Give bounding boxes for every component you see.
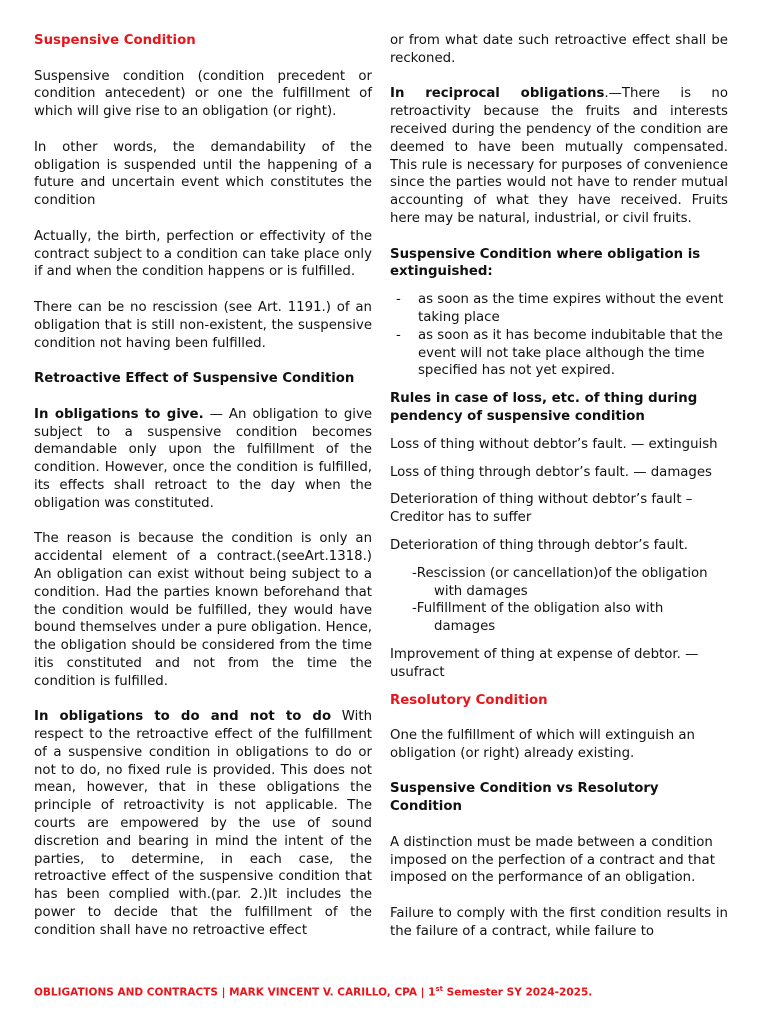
heading-suspensive-condition: Suspensive Condition bbox=[34, 33, 196, 48]
paragraph-actually: Actually, the birth, perfection or effectivity of the contract subject to a condition can take place only if and when the condition happens or is fulfilled. bbox=[34, 228, 372, 280]
deterioration-options bbox=[390, 565, 728, 636]
heading-suspensive-vs-resolutory: Suspensive Condition vs Resolutory Condition bbox=[390, 781, 659, 815]
paragraph-reciprocal-obligations bbox=[390, 85, 728, 227]
list-item: - as soon as it has become indubitable that the event will not take place although the time specified has not yet expired. bbox=[390, 327, 728, 380]
paragraph-other-words: In other words, the demandability of the obligation is suspended until the happening of a future and uncertain event which constitutes the condition bbox=[34, 139, 372, 209]
footer-semester: Semester SY 2024-2025. bbox=[443, 986, 593, 999]
paragraph-distinction: A distinction must be made between a condition imposed on the perfection of a contract and that imposed on the performance of an obligation. bbox=[390, 834, 715, 886]
paragraph-continuation: or from what date such retroactive effect shall be reckoned. bbox=[390, 33, 728, 66]
paragraph-failure: Failure to comply with the first condition results in the failure of a contract, while failure to bbox=[390, 906, 728, 939]
rule-deterioration-without-fault: Deterioration of thing without debtor’s fault – Creditor has to suffer bbox=[390, 492, 693, 526]
lead-obligations-to-give: In obligations to give. bbox=[34, 406, 204, 422]
rule-deterioration-through-fault: Deterioration of thing through debtor’s fault. bbox=[390, 537, 689, 553]
heading-retroactive-effect: Retroactive Effect of Suspensive Condition bbox=[34, 371, 355, 387]
paragraph-reason: The reason is because the condition is only an accidental element of a contract.(seeArt.1318.) An obligation can exist without being subject to a condition. Had the parties known beforehand that the condition would be fulfilled, they would have bound themselves under a pure obligation. Hence, the obligation should be considered from the time itis constituted and not from the time the condition is fulfilled. bbox=[34, 531, 372, 689]
rule-improvement: Improvement of thing at expense of debtor. — usufract bbox=[390, 646, 699, 680]
footer-superscript: st bbox=[435, 985, 443, 993]
rule-loss-through-fault: Loss of thing through debtor’s fault. — damages bbox=[390, 464, 712, 480]
text-obligations-to-do: With respect to the retroactive effect of the fulfillment of a suspensive condition in obligations to do or not to do, no fixed rule is provided. This does not mean, however, that in these obligations the principle of retroactivity is not applicable. The courts are empowered by the use of sound discretion and bearing in mind the intent of the parties, to determine, in each case, the retroactive effect of the suspensive condition that has been complied with.(par. 2.)It includes the power to decide that the fulfillment of the condition shall have no retroactive effect bbox=[34, 709, 372, 938]
heading-resolutory-condition: Resolutory Condition bbox=[390, 692, 548, 708]
list-item: -Rescission (or cancellation)of the obligation with damages bbox=[412, 565, 708, 599]
page-footer bbox=[34, 985, 592, 999]
lead-obligations-to-do: In obligations to do and not to do bbox=[34, 709, 332, 725]
paragraph-rescission: There can be no rescission (see Art. 1191.) of an obligation that is still non-existent, the suspensive condition not having been fulfilled. bbox=[34, 299, 372, 351]
paragraph-obligations-to-do bbox=[34, 708, 372, 939]
heading-extinguished: Suspensive Condition where obligation is extinguished: bbox=[390, 246, 701, 280]
text-reciprocal-obligations: .—There is no retroactivity because the fruits and interests received during the pendency of the condition are deemed to have been mutually compensated. This rule is necessary for purposes of convenience since the parties would not have to render mutual accounting of what they have received. Fruits here may be natural, industrial, or civil fruits. bbox=[390, 86, 728, 226]
rule-loss-without-fault: Loss of thing without debtor’s fault. — extinguish bbox=[390, 436, 718, 452]
footer-text: OBLIGATIONS AND CONTRACTS | MARK VINCENT V. CARILLO, CPA | 1 bbox=[34, 986, 436, 999]
list-item: -Fulfillment of the obligation also with damages bbox=[412, 601, 664, 635]
list-item: - as soon as the time expires without the event taking place bbox=[390, 291, 728, 327]
left-column bbox=[34, 32, 372, 940]
heading-loss-rules: Rules in case of loss, etc. of thing during pendency of suspensive condition bbox=[390, 391, 698, 424]
paragraph-definition: Suspensive condition (condition precedent or condition antecedent) or one the fulfillment of which will give rise to an obligation (or right). bbox=[34, 68, 372, 120]
right-column bbox=[390, 32, 728, 941]
extinguished-list bbox=[390, 291, 728, 380]
lead-reciprocal-obligations: In reciprocal obligations bbox=[390, 86, 605, 102]
paragraph-resolutory: One the fulfillment of which will extinguish an obligation (or right) already existing. bbox=[390, 728, 695, 761]
paragraph-obligations-to-give bbox=[34, 406, 372, 513]
text-obligations-to-give: — An obligation to give subject to a suspensive condition becomes demandable only upon the fulfillment of the condition. However, once the condition is fulfilled, its effects shall retroact to the day when the obligation was constituted. bbox=[34, 406, 373, 511]
